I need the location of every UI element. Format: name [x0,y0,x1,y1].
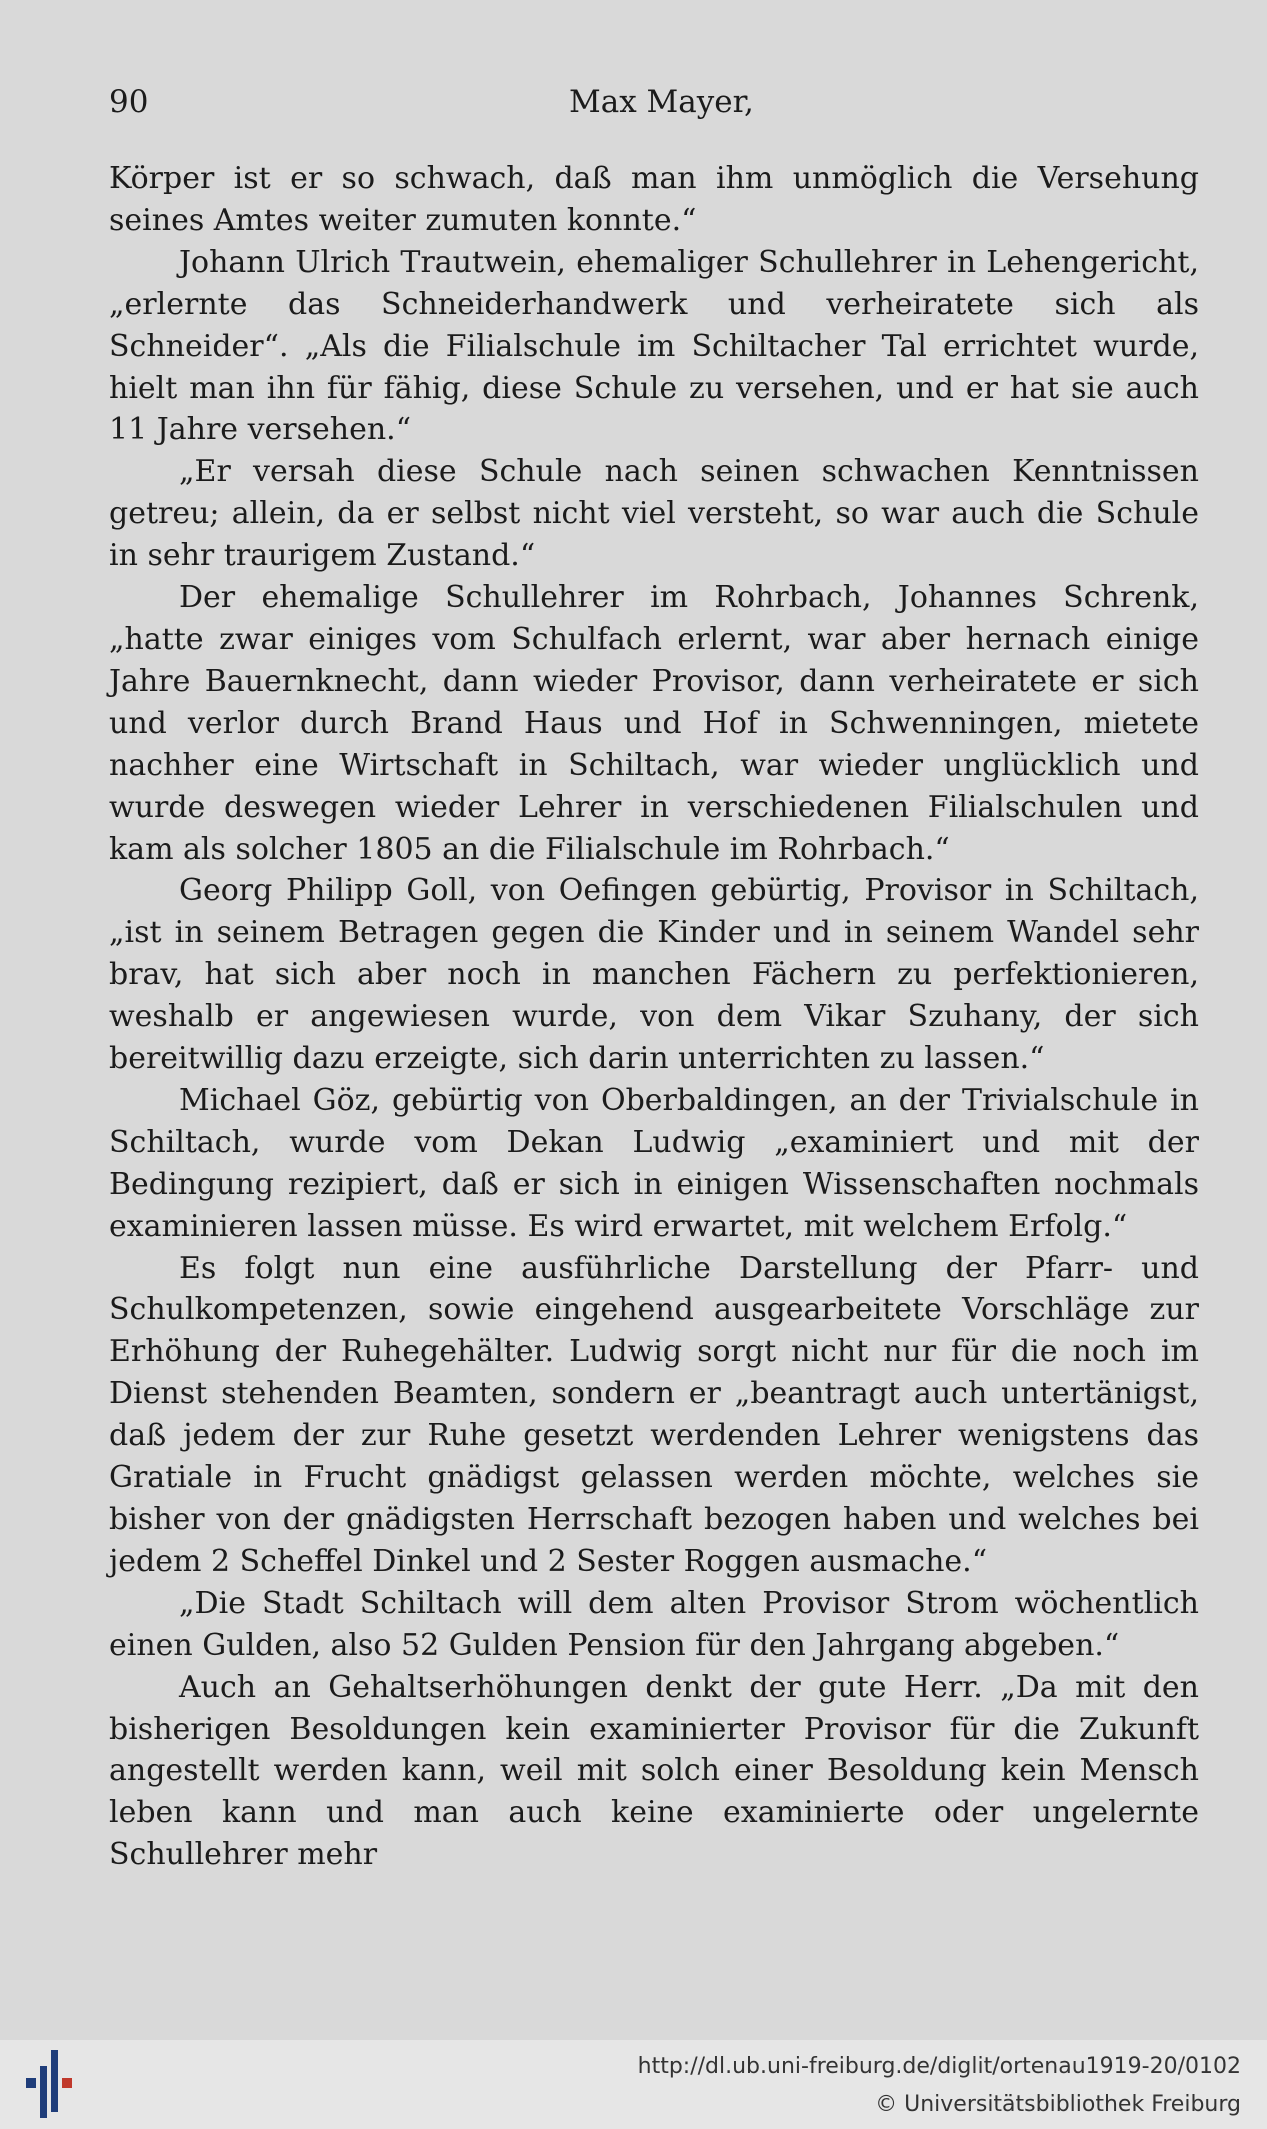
paragraph: Es folgt nun eine ausführliche Darstellung der Pfarr- und Schulkompetenzen, sowie eingehend ausgearbeitete Vorschläge zur Erhöhung der Ruhegehälter. Ludwig sorgt nicht nur für die noch im Dienst stehenden Beamten, sondern er „beantragt auch untertänigst, daß jedem der zur Ruhe gesetzt werdenden Lehrer wenigstens das Gratiale in Frucht gnädigst gelassen werden möchte, welches sie bisher von der gnädigsten Herrschaft bezogen haben und welches bei jedem 2 Scheffel Dinkel und 2 Sester Roggen ausmache.“ [109,1250,1199,1579]
paragraph: Georg Philipp Goll, von Oefingen gebürtig, Provisor in Schiltach, „ist in seinem Betragen gegen die Kinder und in seinem Wandel sehr brav, hat sich aber noch in manchen Fächern zu perfektionieren, weshalb er angewiesen wurde, von dem Vikar Szuhany, der sich bereitwillig dazu erzeigte, sich darin unterrichten zu lassen.“ [109,873,1199,1077]
viewer-footer [0,2040,1267,2129]
paragraph: Auch an Gehaltserhöhungen denkt der gute Herr. „Da mit den bisherigen Besoldungen kein examinierter Provisor für die Zukunft angestellt werden kann, weil mit solch einer Besoldung kein Mensch leben kann und man auch keine examinierte oder ungelernte Schullehrer mehr [109,1669,1199,1873]
paragraph: Michael Göz, gebürtig von Oberbaldingen, an der Trivialschule in Schiltach, wurde vom Dekan Ludwig „examiniert und mit der Bedingung rezipiert, daß er sich in einigen Wissenschaften nochmals examinieren lassen müsse. Es wird erwartet, mit welchem Erfolg.“ [109,1082,1199,1244]
paragraph: Der ehemalige Schullehrer im Rohrbach, Johannes Schrenk, „hatte zwar einiges vom Schulfach erlernt, war aber hernach einige Jahre Bauernknecht, dann wieder Provisor, dann verheiratete er sich und verlor durch Brand Haus und Hof in Schwenningen, mietete nachher eine Wirtschaft in Schiltach, war wieder unglücklich und wurde deswegen wieder Lehrer in verschiedenen Filialschulen und kam als solcher 1805 an die Filialschule im Rohrbach.“ [109,580,1199,867]
paragraph: „Er versah diese Schule nach seinen schwachen Kenntnissen getreu; allein, da er selbst nicht viel versteht, so war auch die Schule in sehr traurigem Zustand.“ [109,454,1199,574]
page-number: 90 [109,84,149,120]
paragraph: Körper ist er so schwach, daß man ihm unmöglich die Versehung seines Amtes weiter zumuten konnte.“ [109,161,1199,238]
body-text [109,158,1199,1876]
paragraph: Johann Ulrich Trautwein, ehemaliger Schullehrer in Lehengericht, „erlernte das Schneiderhandwerk und verheiratete sich als Schneider“. „Als die Filialschule im Schiltacher Tal errichtet wurde, hielt man ihn für fähig, diese Schule zu versehen, und er hat sie auch 11 Jahre versehen.“ [109,244,1199,448]
library-logo-icon [26,2050,82,2122]
permalink[interactable]: http://dl.ub.uni-freiburg.de/diglit/ortenau1919-20/0102 [637,2054,1241,2079]
copyright-notice: © Universitätsbibliothek Freiburg [875,2092,1241,2117]
running-head: Max Mayer, [569,84,754,120]
paragraph: „Die Stadt Schiltach will dem alten Provisor Strom wöchentlich einen Gulden, also 52 Gulden Pension für den Jahrgang abgeben.“ [109,1585,1199,1663]
page-header [109,84,1199,124]
